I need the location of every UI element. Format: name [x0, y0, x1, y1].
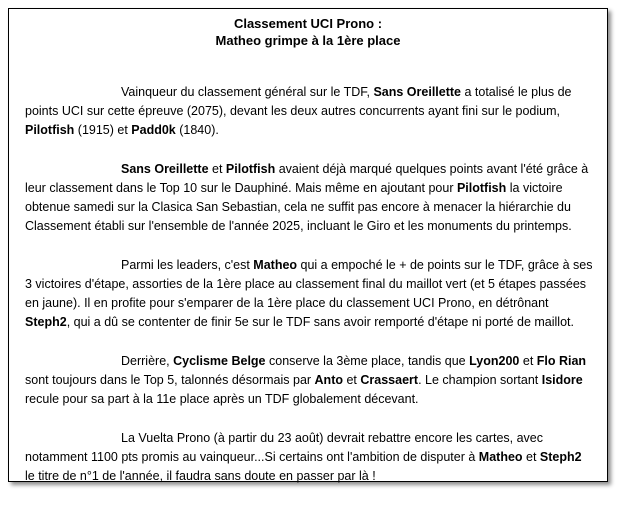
- paragraph-text: et: [343, 373, 361, 387]
- paragraph-text: Vainqueur du classement général sur le TDF,: [121, 85, 374, 99]
- player-name: Padd0k: [131, 123, 176, 138]
- title-line-1: Classement UCI Prono :: [233, 16, 383, 31]
- article-paragraph: [25, 160, 593, 237]
- paragraph-text: la victoire obtenue samedi sur la Clasica San Sebastian, cela ne suffit pas encore à menacer la hiérarchie du Classement établi sur l'ensemble de l'année 2025, incluant le Giro et les monuments du printemps.: [25, 181, 572, 234]
- player-name: Pilotfish: [456, 181, 507, 195]
- paragraph-text: a totalisé le plus de points UCI sur cette épreuve (2075), devant les deux autres concurrents ayant fini sur le podium,: [25, 85, 572, 119]
- paragraph-text: (1915) et: [74, 123, 132, 138]
- paragraph-text: et: [522, 449, 540, 464]
- player-name: Sans Oreillette: [121, 161, 209, 176]
- player-name: Steph2: [539, 449, 582, 464]
- paragraph-text: sont toujours dans le Top 5, talonnés désormais par: [25, 373, 315, 387]
- player-name: Matheo: [478, 449, 523, 464]
- player-name: Flo Rian: [536, 353, 587, 368]
- title-line-2: Matheo grimpe à la 1ère place: [215, 33, 401, 48]
- paragraph-text: et: [519, 353, 537, 368]
- paragraph-text: conserve la 3ème place, tandis que: [265, 353, 470, 368]
- player-name: Anto: [314, 373, 343, 387]
- article-paragraph: [25, 429, 593, 487]
- paragraph-text: Derrière,: [121, 353, 174, 368]
- player-name: Pilotfish: [25, 123, 75, 138]
- paragraph-text: , qui a dû se contenter de finir 5e sur le TDF sans avoir remporté d'étape ni porté de maillot.: [66, 315, 574, 330]
- paragraph-text: qui a empoché le + de points sur le TDF, grâce à ses 3 victoires d'étape, assorties de la 1ère place au classement final du maillot vert (et 5 étapes passées en jaune). Il en profite pour s'emparer de la 1ère place du classement UCI Prono, en détrônant: [25, 257, 593, 311]
- article-paragraph: [25, 83, 593, 141]
- paragraph-text: (1840).: [175, 123, 219, 138]
- paragraph-text: Parmi les leaders, c'est: [121, 257, 254, 272]
- player-name: Sans Oreillette: [373, 85, 461, 99]
- article-paragraph: [25, 256, 593, 333]
- player-name: Pilotfish: [225, 161, 276, 176]
- player-name: Lyon200: [469, 353, 520, 368]
- player-name: Steph2: [25, 315, 67, 330]
- paragraph-text: et: [208, 161, 226, 176]
- paragraph-text: La Vuelta Prono (à partir du 23 août) devrait rebattre encore les cartes, avec notamment 1100 pts promis au vainqueur...Si certains ont l'ambition de disputer à: [25, 430, 543, 464]
- paragraph-text: recule pour sa part à la 11e place après un TDF globalement décevant.: [25, 392, 419, 407]
- paragraph-text: . Le champion sortant: [418, 373, 542, 387]
- player-name: Matheo: [253, 257, 298, 272]
- player-name: Crassaert: [360, 373, 419, 387]
- article-frame: [8, 8, 608, 482]
- article-title: [9, 15, 607, 49]
- article-body: [9, 83, 607, 505]
- player-name: Isidore: [541, 373, 583, 387]
- paragraph-text: le titre de n°1 de l'année, il faudra sans doute en passer par là !: [25, 469, 376, 483]
- article-paragraph: [25, 352, 593, 410]
- paragraph-text: avaient déjà marqué quelques points avant l'été grâce à leur classement dans le Top 10 sur le Dauphiné. Mais même en ajoutant pour: [25, 161, 589, 195]
- player-name: Cyclisme Belge: [173, 353, 266, 368]
